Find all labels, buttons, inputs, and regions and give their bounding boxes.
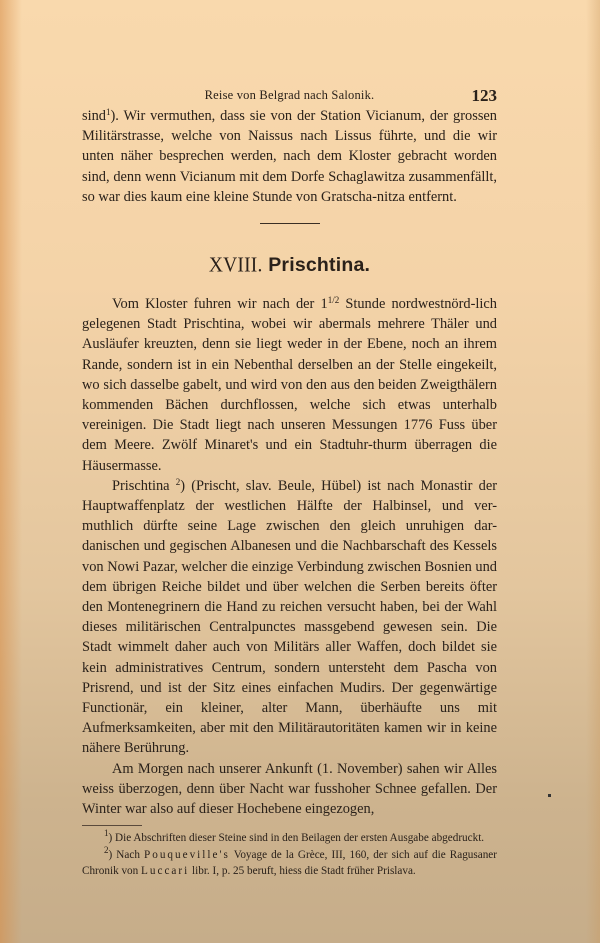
paragraph-3-text-a: Prischtina bbox=[112, 477, 170, 494]
footnotes bbox=[82, 830, 497, 879]
footnote-2-text-a: ) Nach bbox=[108, 848, 144, 861]
footnote-ref-2: 2 bbox=[175, 476, 181, 487]
running-title: Reise von Belgrad nach Salonik. bbox=[204, 88, 375, 102]
footnote-2-text-c: libr. I, p. 25 beruft, hiess die Stadt früher Prislava. bbox=[189, 864, 416, 877]
footnote-2-text-b: Voyage de la Grèce, III, 160, der sich auf die Ragusaner Chronik von bbox=[82, 848, 497, 877]
section-title: Prischtina. bbox=[268, 254, 371, 277]
fraction-half: 1/2 bbox=[327, 295, 340, 306]
paper-speck bbox=[548, 794, 551, 797]
footnote-rule bbox=[82, 825, 142, 826]
section-separator bbox=[260, 223, 320, 224]
paragraph-3 bbox=[82, 476, 497, 759]
footnote-1-text: ) Die Abschriften dieser Steine sind in den Beilagen der ersten Ausgabe abgedruckt. bbox=[108, 832, 485, 845]
paragraph-2 bbox=[82, 294, 497, 476]
book-page bbox=[82, 84, 497, 879]
running-head bbox=[82, 84, 497, 106]
page-edge-shadow-left bbox=[0, 0, 22, 943]
page-number: 123 bbox=[471, 86, 497, 105]
paragraph-2-text-a: Vom Kloster fuhren wir nach der 1 bbox=[112, 296, 328, 313]
paragraph-1-text-a: sind bbox=[82, 108, 106, 124]
section-heading bbox=[82, 254, 497, 277]
paragraph-3-text-b: ) (Prischt, slav. Beule, Hübel) ist nach Monastir der Hauptwaffenplatz der westlichen Hälfte der Halbinsel, und ver-muthlich dürfte seine Lage zwischen den gleich unruhigen dar-danischen und gegischen Albanesen und die Nachbarschaft des Kessels von Nowi Pazar, welcher die einzige Verbindung zwischen Bosnien und dem übrigen Reiche bildet und über welchen die Serben bereits öfter den Montenegrinern die Hand zu reichen versucht haben, bei der Wahl dieses militärischen Centralpunctes massgebend gewesen sein. Die Stadt wimmelt daher auch von Militärs aller Waffen, doch bildet sie kein administratives Centrum, sondern untersteht dem Pascha von Prisrend, und ist der Sitz eines einfachen Mudirs. Der gegenwärtige Functionär, ein kleiner, alter Mann, überhäufte uns mit Aufmerksamkeiten, aber mit den Militärautoritäten kamen wir in keine nähere Berührung. bbox=[82, 477, 497, 757]
paragraph-1 bbox=[82, 106, 497, 207]
paragraph-1-text-b: ). Wir vermuthen, dass sie von der Station Vicianum, der grossen Militärstrasse, welche von Naissus nach Lissus führte, und die wir unten näher besprechen werden, nach dem Kloster gebracht worden sind, denn wenn Vicianum mit dem Dorfe Schaglawitza zusammenfällt, so war dies kaum eine kleine Stunde von Gratscha-nitza entfernt. bbox=[82, 108, 497, 205]
footnote-marker-1: 1 bbox=[104, 828, 109, 839]
page-edge-shadow-right bbox=[586, 0, 600, 943]
paragraph-2-text-b: Stunde nordwestnörd-lich gelegenen Stadt Prischtina, wobei wir abermals mehrere Thäler und Ausläufer kreuzten, denn sie liegt weder in der Ebene, noch an ihrem Rande, sondern ist in ein Nebenthal derselben an der Stelle eingekeilt, wo sich dasselbe gabelt, und wird von den aus den beiden Zweigthälern kommenden Bächen durchflossen, welche sich etwas unterhalb vereinigen. Die Stadt liegt nach unseren Messungen 1776 Fuss über dem Meere. Zwölf Minaret's und ein Stadtuhr-thurm überragen die Häusermasse. bbox=[82, 296, 497, 474]
footnote-2-author-1: Pouqueville's bbox=[144, 848, 230, 861]
footnote-marker-2: 2 bbox=[104, 844, 109, 855]
footnote-ref-1: 1 bbox=[106, 107, 111, 117]
footnote-1 bbox=[82, 830, 497, 846]
footnote-2-author-2: Luccari bbox=[141, 864, 190, 877]
section-number: XVIII. bbox=[208, 253, 263, 278]
footnote-2 bbox=[82, 844, 497, 880]
paragraph-4: Am Morgen nach unserer Ankunft (1. November) sahen wir Alles weiss überzogen, denn über Nacht war fusshoher Schnee gefallen. Der Winter war also auf dieser Hochebene eingezogen, bbox=[82, 760, 497, 818]
body-text bbox=[82, 106, 497, 819]
